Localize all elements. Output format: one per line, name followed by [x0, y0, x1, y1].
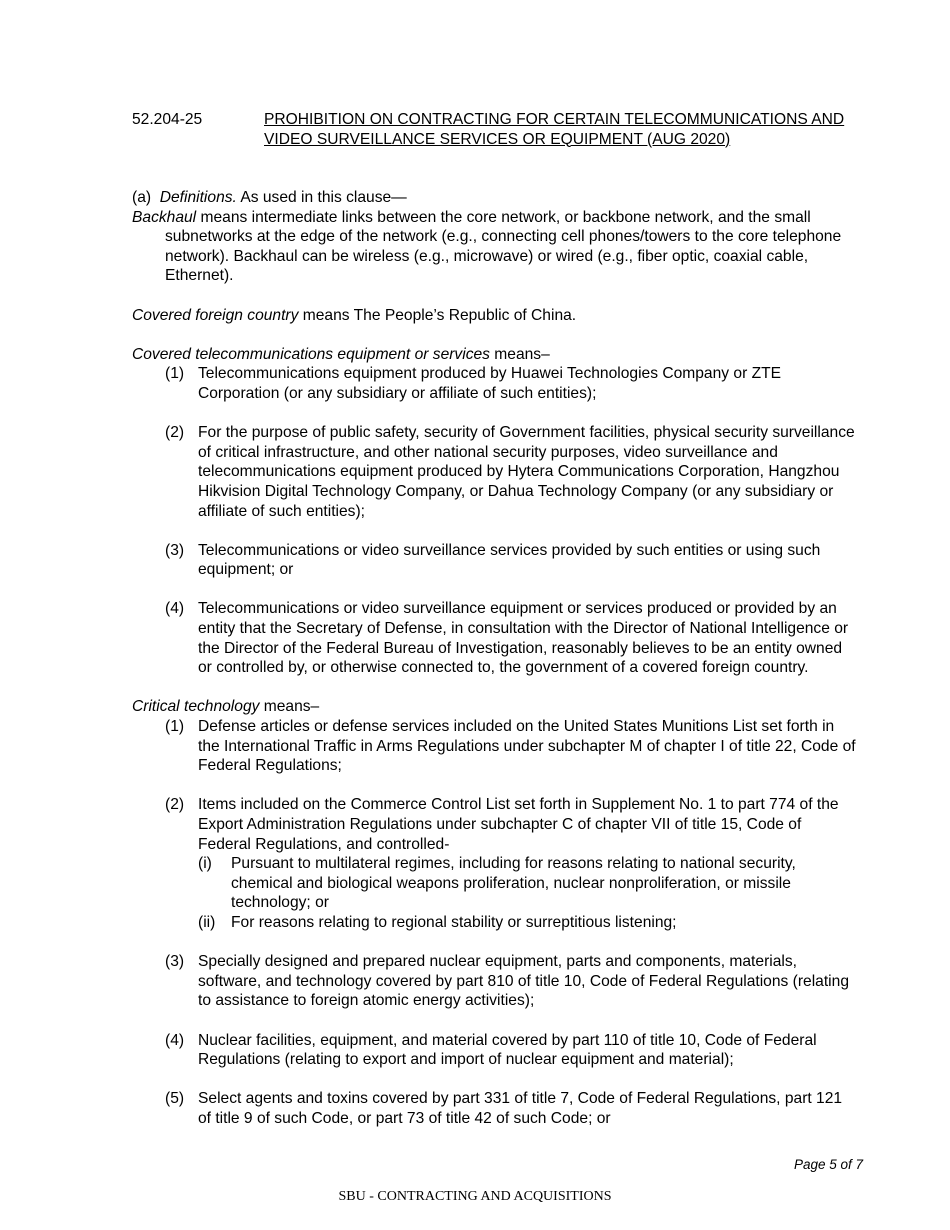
covered-equipment-text: means– [489, 345, 550, 363]
sub-list-item-text: For reasons relating to regional stability or surreptitious listening; [231, 913, 677, 931]
backhaul-definition [132, 208, 857, 286]
list-item [165, 599, 857, 677]
list-item-text: Telecommunications or video surveillance services provided by such entities or using such equipment; or [198, 541, 821, 579]
backhaul-term: Backhaul [132, 208, 197, 226]
list-item-text: Specially designed and prepared nuclear equipment, parts and components, materials, software, and technology covered by part 810 of title 10, Code of Federal Regulations (relating to assistance to foreign atomic energy activities); [198, 953, 849, 1010]
list-item-text: For the purpose of public safety, security of Government facilities, physical security surveillance of critical infrastructure, and other national security purposes, video surveillance and telecommunications equipment produced by Hytera Communications Corporation, Hangzhou Hikvision Digital Technology Company, or Dahua Technology Company (or any subsidiary or affiliate of such entities); [198, 424, 855, 520]
covered-equipment-definition [132, 345, 857, 365]
list-item-label: (3) [165, 541, 185, 559]
covered-country-text: means The People’s Republic of China. [298, 306, 577, 324]
clause-title: PROHIBITION ON CONTRACTING FOR CERTAIN TELECOMMUNICATIONS AND VIDEO SURVEILLANCE SERVICES OR EQUIPMENT (AUG 2020) [264, 111, 845, 148]
definitions-intro [132, 188, 857, 208]
definitions-term: Definitions. [159, 189, 237, 206]
critical-technology-term: Critical technology [132, 698, 260, 716]
list-item-text: Nuclear facilities, equipment, and material covered by part 110 of title 10, Code of Federal Regulations (relating to export and import of nuclear equipment and material); [198, 1031, 817, 1069]
list-item [165, 717, 857, 776]
page-footer: SBU - CONTRACTING AND ACQUISITIONS [338, 1189, 612, 1204]
covered-country-definition [132, 306, 857, 326]
page-number: Page 5 of 7 [793, 1157, 863, 1172]
list-item [165, 952, 857, 1011]
list-item-label: (4) [165, 600, 185, 618]
list-item [165, 1031, 857, 1070]
list-item [165, 364, 857, 403]
list-item-label: (1) [165, 718, 185, 736]
critical-technology-definition [132, 697, 857, 717]
list-item-label: (5) [165, 1090, 185, 1108]
sub-list-item-label: (i) [198, 855, 212, 873]
clause-number: 52.204-25 [132, 111, 203, 128]
clause-body [132, 188, 857, 1129]
covered-equipment-term: Covered telecommunications equipment or services [132, 345, 490, 363]
list-item [165, 795, 857, 854]
definitions-label: (a) [132, 189, 152, 206]
list-item-label: (2) [165, 796, 185, 814]
list-item-text: Items included on the Commerce Control List set forth in Supplement No. 1 to part 774 of the Export Administration Regulations under subchapter C of chapter VII of title 15, Code of Federal Regulations, and controlled- [198, 796, 839, 853]
list-item-text: Telecommunications equipment produced by Huawei Technologies Company or ZTE Corporation (or any subsidiary or affiliate of such entities); [198, 365, 782, 402]
list-item [165, 1089, 857, 1128]
list-item-label: (2) [165, 424, 185, 442]
list-item [165, 541, 857, 580]
sub-list-item-text: Pursuant to multilateral regimes, including for reasons relating to national security, chemical and biological weapons proliferation, nuclear nonproliferation, or missile technology; or [231, 855, 796, 912]
list-item-label: (3) [165, 953, 185, 971]
list-item-text: Defense articles or defense services included on the United States Munitions List set forth in the International Traffic in Arms Regulations under subchapter M of chapter I of title 22, Code of Federal Regulations; [198, 718, 856, 775]
covered-country-term: Covered foreign country [132, 306, 299, 324]
definitions-text: As used in this clause— [236, 189, 407, 206]
critical-technology-text: means– [259, 698, 320, 716]
list-item-label: (4) [165, 1031, 185, 1049]
sub-list-item [198, 854, 857, 913]
list-item-text: Select agents and toxins covered by part 331 of title 7, Code of Federal Regulations, part 121 of title 9 of such Code, or part 73 of title 42 of such Code; or [198, 1090, 843, 1127]
backhaul-text: means intermediate links between the core network, or backbone network, and the small subnetworks at the edge of the network (e.g., connecting cell phones/towers to the core telephone network). Backhaul can be wireless (e.g., microwave) or wired (e.g., fiber optic, coaxial cable, Ethernet). [165, 208, 842, 285]
list-item-text: Telecommunications or video surveillance equipment or services produced or provided by an entity that the Secretary of Defense, in consultation with the Director of National Intelligence or the Director of the Federal Bureau of Investigation, reasonably believes to be an entity owned or controlled by, or otherwise connected to, the government of a covered foreign country. [198, 600, 849, 677]
list-item-label: (1) [165, 365, 185, 383]
sub-list-item [198, 913, 857, 933]
sub-list-item-label: (ii) [198, 913, 216, 931]
list-item [165, 423, 857, 521]
